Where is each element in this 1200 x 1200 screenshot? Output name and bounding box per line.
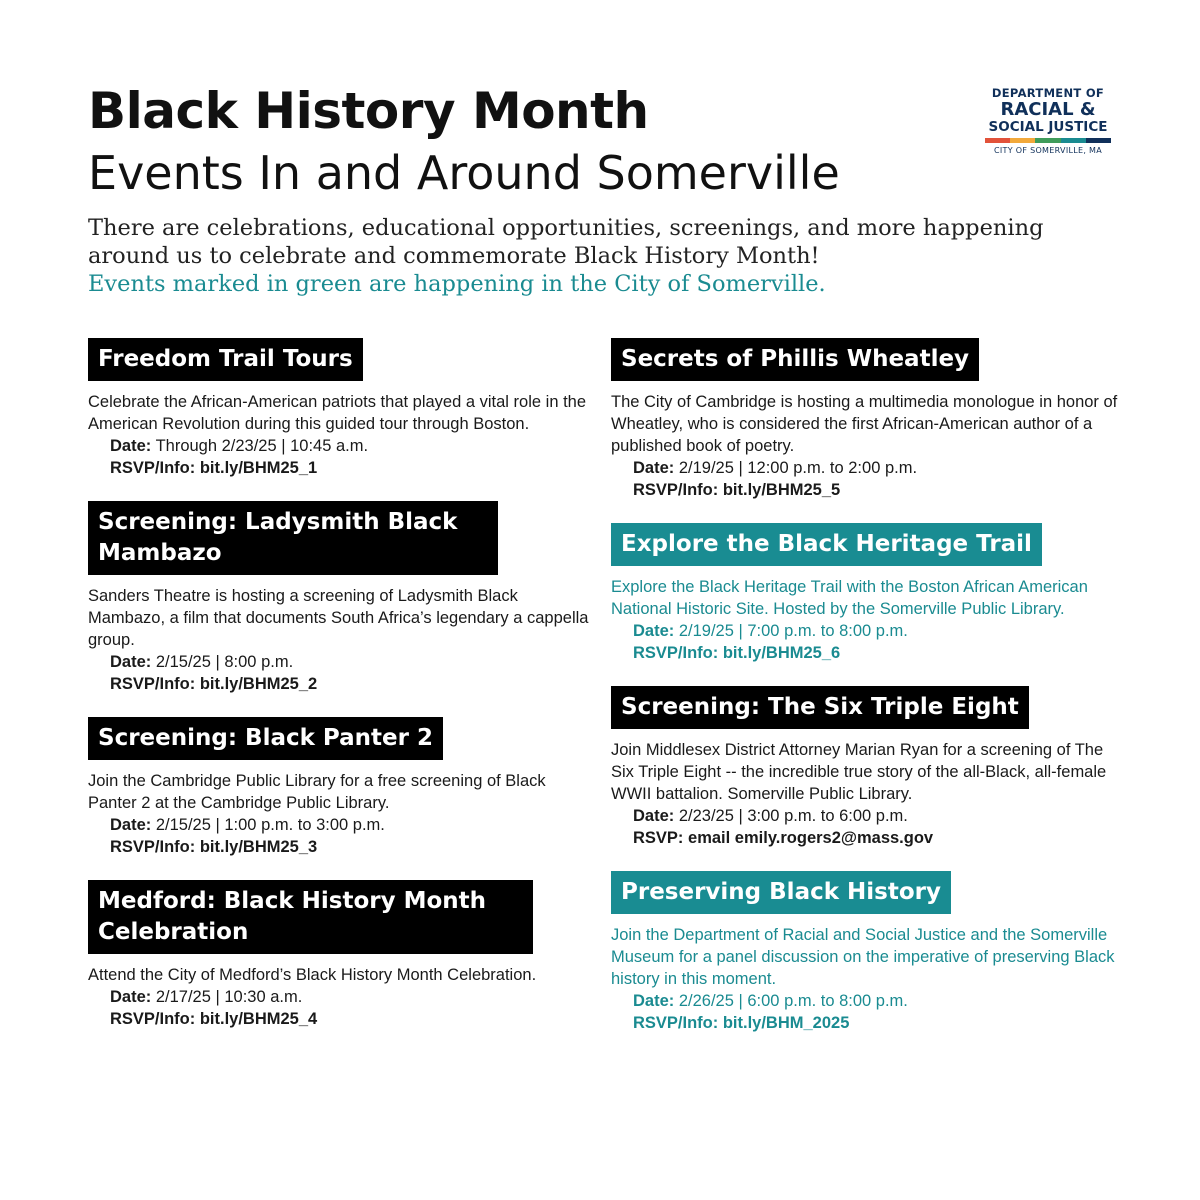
intro-paragraph <box>88 214 1098 298</box>
logo-line-3: SOCIAL JUSTICE <box>988 119 1108 135</box>
date-value: 2/19/25 | 7:00 p.m. to 8:00 p.m. <box>678 622 908 640</box>
date-value: 2/19/25 | 12:00 p.m. to 2:00 p.m. <box>678 459 918 477</box>
logo-color-segment <box>985 138 1010 143</box>
event-description: Join the Cambridge Public Library for a free screening of Black Panter 2 at the Cambridge Public Library. <box>88 772 546 812</box>
logo-color-segment <box>1010 138 1035 143</box>
event-rsvp[interactable] <box>88 836 593 858</box>
event-rsvp[interactable] <box>611 642 1121 664</box>
event-title: Preserving Black History <box>611 871 951 914</box>
date-label: Date: <box>110 437 152 455</box>
event-title: Explore the Black Heritage Trail <box>611 523 1042 566</box>
date-value: 2/26/25 | 6:00 p.m. to 8:00 p.m. <box>678 992 908 1010</box>
date-label: Date: <box>633 992 675 1010</box>
event-title: Screening: The Six Triple Eight <box>611 686 1029 729</box>
left-event-column <box>88 338 593 1030</box>
event-card <box>611 871 1121 1034</box>
event-description: Explore the Black Heritage Trail with the Boston African American National Historic Site. Hosted by the Somerville Public Library. <box>611 578 1088 618</box>
event-card <box>611 686 1121 849</box>
event-description: Sanders Theatre is hosting a screening of Ladysmith Black Mambazo, a film that documents South Africa’s legendary a cappella group. <box>88 587 589 649</box>
event-rsvp[interactable] <box>611 479 1121 501</box>
event-title: Screening: Ladysmith Black Mambazo <box>88 501 498 575</box>
rsvp-label: RSVP/Info: <box>633 644 719 662</box>
event-title: Freedom Trail Tours <box>88 338 363 381</box>
event-rsvp[interactable] <box>88 673 593 695</box>
date-value: 2/15/25 | 1:00 p.m. to 3:00 p.m. <box>155 816 385 834</box>
rsvp-link[interactable]: bit.ly/BHM25_1 <box>199 459 318 477</box>
logo-color-segment <box>1086 138 1111 143</box>
event-description: Attend the City of Medford’s Black History Month Celebration. <box>88 966 537 984</box>
date-label: Date: <box>110 653 152 671</box>
logo-line-2: RACIAL & <box>1000 99 1096 120</box>
date-label: Date: <box>110 988 152 1006</box>
event-card <box>88 880 593 1030</box>
date-label: Date: <box>633 807 675 825</box>
page-subtitle: Events In and Around Somerville <box>88 146 840 200</box>
event-date <box>611 457 1121 479</box>
event-date <box>88 814 593 836</box>
event-card <box>88 338 593 479</box>
rsvp-label: RSVP/Info: <box>633 1014 719 1032</box>
right-event-column <box>611 338 1121 1034</box>
date-value: 2/15/25 | 8:00 p.m. <box>155 653 294 671</box>
event-description: Join the Department of Racial and Social Justice and the Somerville Museum for a panel discussion on the imperative of preserving Black history in this moment. <box>611 926 1115 988</box>
rsvp-label: RSVP/Info: <box>110 459 196 477</box>
event-title: Secrets of Phillis Wheatley <box>611 338 979 381</box>
event-rsvp[interactable] <box>88 1008 593 1030</box>
rsvp-label: RSVP/Info: <box>110 1010 196 1028</box>
date-label: Date: <box>110 816 152 834</box>
event-card <box>611 523 1121 664</box>
logo-line-4: CITY OF SOMERVILLE, MA <box>993 146 1103 155</box>
event-date <box>611 620 1121 642</box>
event-rsvp[interactable] <box>88 457 593 479</box>
event-title: Medford: Black History Month Celebration <box>88 880 533 954</box>
date-value: 2/17/25 | 10:30 a.m. <box>155 988 303 1006</box>
rsvp-label: RSVP/Info: <box>110 675 196 693</box>
event-date <box>611 805 1121 827</box>
event-date <box>88 435 593 457</box>
event-card <box>611 338 1121 501</box>
page-title: Black History Month <box>88 82 649 140</box>
event-description: Celebrate the African-American patriots that played a vital role in the American Revolution during this guided tour through Boston. <box>88 393 587 433</box>
rsvp-label: RSVP/Info: <box>633 481 719 499</box>
logo-color-segment <box>1035 138 1060 143</box>
rsvp-label: RSVP: <box>633 829 684 847</box>
event-rsvp[interactable] <box>611 1012 1121 1034</box>
rsvp-link[interactable]: bit.ly/BHM25_5 <box>722 481 841 499</box>
event-date <box>611 990 1121 1012</box>
event-card <box>88 717 593 858</box>
event-date <box>88 986 593 1008</box>
intro-text: There are celebrations, educational opportunities, screenings, and more happening around us to celebrate and commemorate Black History Month! <box>88 215 1044 269</box>
event-title: Screening: Black Panter 2 <box>88 717 443 760</box>
rsvp-link[interactable]: email emily.rogers2@mass.gov <box>688 829 934 847</box>
date-label: Date: <box>633 459 675 477</box>
date-label: Date: <box>633 622 675 640</box>
intro-green-note: Events marked in green are happening in the City of Somerville. <box>88 271 826 297</box>
logo-line-1: DEPARTMENT OF <box>991 86 1105 100</box>
department-logo <box>983 86 1113 155</box>
rsvp-link[interactable]: bit.ly/BHM25_6 <box>722 644 841 662</box>
event-description: The City of Cambridge is hosting a multimedia monologue in honor of Wheatley, who is considered the first African-American author of a published book of poetry. <box>611 393 1118 455</box>
event-date <box>88 651 593 673</box>
rsvp-link[interactable]: bit.ly/BHM25_4 <box>199 1010 318 1028</box>
date-value: Through 2/23/25 | 10:45 a.m. <box>155 437 369 455</box>
rsvp-link[interactable]: bit.ly/BHM25_2 <box>199 675 318 693</box>
event-card <box>88 501 593 695</box>
logo-color-bar <box>985 138 1111 143</box>
date-value: 2/23/25 | 3:00 p.m. to 6:00 p.m. <box>678 807 908 825</box>
rsvp-link[interactable]: bit.ly/BHM_2025 <box>722 1014 850 1032</box>
rsvp-label: RSVP/Info: <box>110 838 196 856</box>
logo-color-segment <box>1061 138 1086 143</box>
event-rsvp[interactable] <box>611 827 1121 849</box>
rsvp-link[interactable]: bit.ly/BHM25_3 <box>199 838 318 856</box>
event-description: Join Middlesex District Attorney Marian Ryan for a screening of The Six Triple Eight -- the incredible true story of the all-Black, all-female WWII battalion. Somerville Public Library. <box>611 741 1107 803</box>
